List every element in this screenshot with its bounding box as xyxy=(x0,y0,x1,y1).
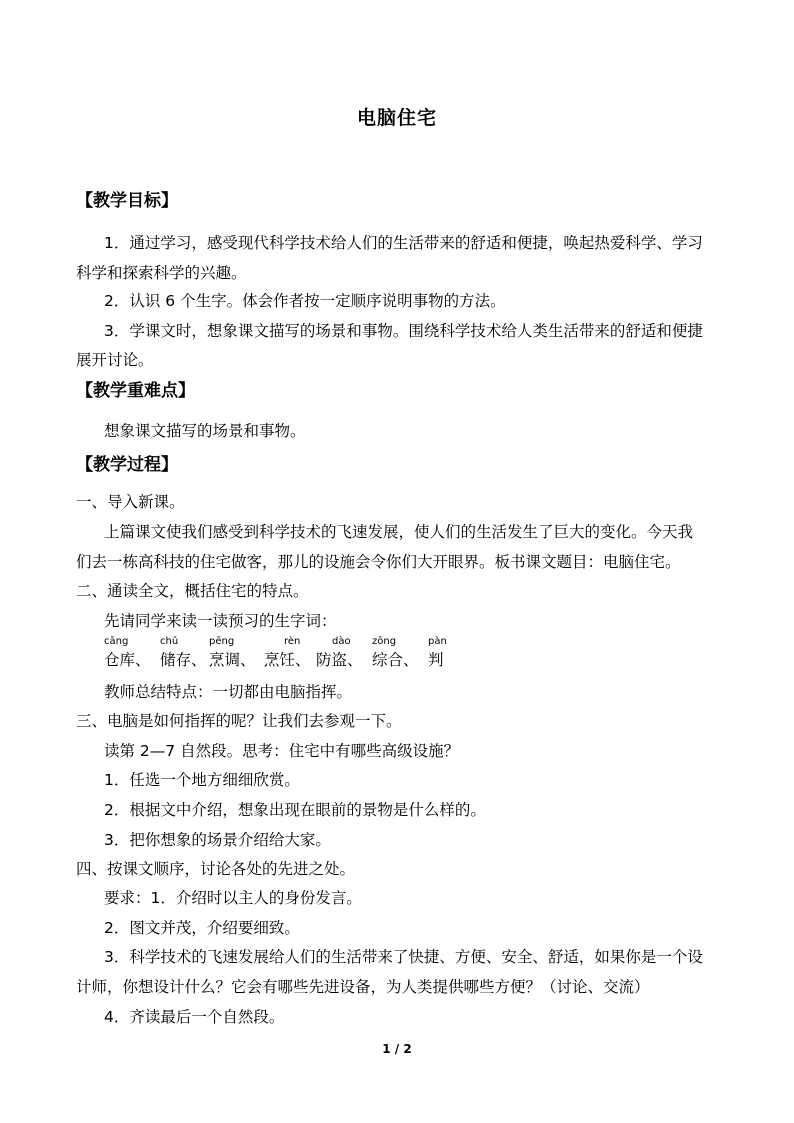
step-3-item-2: 2．根据文中介绍，想象出现在眼前的景物是什么样的。 xyxy=(104,801,486,819)
vocab-pinyin: chǔ xyxy=(160,636,179,647)
goal-3-cont: 展开讨论。 xyxy=(76,351,154,369)
vocab-hanzi: 综合、 xyxy=(372,651,419,669)
vocab-hanzi: 仓库、 xyxy=(104,651,151,669)
goals-heading: 【教学目标】 xyxy=(76,191,178,211)
step-4-item-2: 2．图文并茂，介绍要细致。 xyxy=(104,919,300,937)
vocab-pinyin: zōng xyxy=(372,636,397,647)
vocab-pinyin: cāng xyxy=(104,636,129,647)
goal-1: 1．通过学习，感受现代科学技术给人们的生活带来的舒适和便捷，唤起热爱科学、学习 xyxy=(104,234,703,252)
step-3: 三、电脑是如何指挥的呢？让我们去参观一下。 xyxy=(76,712,402,730)
step-3-item-3: 3．把你想象的场景介绍给大家。 xyxy=(104,831,331,849)
vocab-hanzi: 防盗、 xyxy=(316,651,363,669)
step-4-item-4: 4．齐读最后一个自然段。 xyxy=(104,1008,285,1026)
vocab-pinyin: pàn xyxy=(428,636,447,647)
page-number: 1 / 2 xyxy=(382,1042,412,1056)
step-3-item-1: 1．任选一个地方细细欣赏。 xyxy=(104,771,300,789)
step-4-item-1: 要求：1．介绍时以主人的身份发言。 xyxy=(104,889,362,907)
vocab-hanzi: 烹调、 xyxy=(209,651,256,669)
page-title: 电脑住宅 xyxy=(356,107,437,129)
vocab-hanzi: 判 xyxy=(428,651,444,669)
step-4: 四、按课文顺序，讨论各处的先进之处。 xyxy=(76,860,356,878)
step-3-text: 读第 2—7 自然段。思考：住宅中有哪些高级设施？ xyxy=(104,742,460,760)
goal-3: 3．学课文时，想象课文描写的场景和事物。围绕科学技术给人类生活带来的舒适和便捷 xyxy=(104,322,703,340)
step-1-text: 上篇课文使我们感受到科学技术的飞速发展，使人们的生活发生了巨大的变化。今天我 xyxy=(104,523,694,541)
step-4-item-3-cont: 计师，你想设计什么？它会有哪些先进设备，为人类提供哪些方便？（讨论、交流） xyxy=(76,978,650,996)
goal-1-cont: 科学和探索科学的兴趣。 xyxy=(76,264,247,282)
vocab-pinyin: dào xyxy=(332,636,351,647)
step-2-text: 先请同学来读一读预习的生字词： xyxy=(104,612,337,630)
goal-2: 2．认识 6 个生字。体会作者按一定顺序说明事物的方法。 xyxy=(104,292,506,310)
vocab-hanzi: 烹饪、 xyxy=(264,651,311,669)
vocab-pinyin: pēng xyxy=(209,636,235,647)
vocab-hanzi: 储存、 xyxy=(160,651,207,669)
step-1-text-cont: 们去一栋高科技的住宅做客，那儿的设施会令你们大开眼界。板书课文题目：电脑住宅。 xyxy=(76,553,681,571)
step-2-summary: 教师总结特点：一切都由电脑指挥。 xyxy=(104,683,353,701)
vocab-list xyxy=(104,636,604,676)
process-heading: 【教学过程】 xyxy=(76,455,178,475)
vocab-pinyin: rèn xyxy=(284,636,301,647)
step-1: 一、导入新课。 xyxy=(76,493,185,511)
key-heading: 【教学重难点】 xyxy=(76,381,195,401)
key-text: 想象课文描写的场景和事物。 xyxy=(104,422,306,440)
step-4-item-3: 3．科学技术的飞速发展给人们的生活带来了快捷、方便、安全、舒适，如果你是一个设 xyxy=(104,948,703,966)
step-2: 二、通读全文，概括住宅的特点。 xyxy=(76,582,309,600)
